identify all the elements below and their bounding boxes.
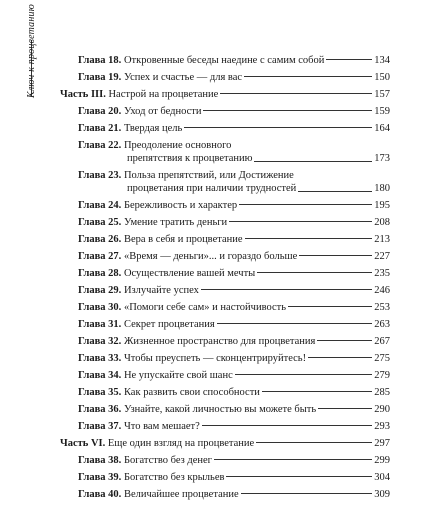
toc-entry-page: 157: [374, 88, 390, 100]
toc-chapter-entry: [60, 452, 390, 469]
dot-leader: [256, 442, 372, 443]
toc-chapter-entry: [60, 214, 390, 231]
dot-leader: [217, 323, 373, 324]
toc-entry-page: 299: [374, 454, 390, 466]
toc-entry-page: 293: [374, 420, 390, 432]
toc-entry-title: Уход от бедности: [123, 105, 202, 117]
toc-entry-title: «Время — деньги»... и гораздо больше: [123, 250, 298, 262]
toc-entry-title: Не упускайте свой шанс: [123, 369, 233, 381]
toc-entry-page: 279: [374, 369, 390, 381]
toc-entry-label: Глава 38.: [78, 454, 122, 466]
toc-entry-title: Величайшее процветание: [123, 488, 239, 500]
toc-entry-label: Глава 22.: [78, 140, 122, 151]
toc-part-entry: [60, 435, 390, 452]
toc-entry-page: 227: [374, 250, 390, 262]
dot-leader: [235, 374, 373, 375]
dot-leader: [326, 59, 372, 60]
toc-entry-label: Глава 31.: [78, 318, 122, 330]
toc-entry-label: Глава 39.: [78, 471, 122, 483]
toc-entry-title: Успех и счастье — для вас: [123, 71, 243, 83]
toc-entry-label: Глава 19.: [78, 71, 122, 83]
dot-leader: [308, 357, 372, 358]
toc-chapter-entry: [60, 282, 390, 299]
toc-entry-title: Чтобы преуспеть — сконцентрируйтесь!: [123, 352, 307, 364]
toc-entry-page: 275: [374, 352, 390, 364]
toc-entry-title: Еще один взгляд на процветание: [107, 437, 255, 449]
toc-chapter-entry: [60, 265, 390, 282]
toc-entry-page: 309: [374, 488, 390, 500]
toc-chapter-entry: [60, 418, 390, 435]
toc-entry-label: Глава 32.: [78, 335, 122, 347]
toc-entry-page: 263: [374, 318, 390, 330]
toc-entry-label: Глава 21.: [78, 122, 122, 134]
toc-entry-title: Умение тратить деньги: [123, 216, 228, 228]
toc-entry-title: Узнайте, какой личностью вы можете быть: [123, 403, 317, 415]
toc-entry-label: Глава 34.: [78, 369, 122, 381]
toc-entry-label: Глава 37.: [78, 420, 122, 432]
dot-leader: [262, 391, 372, 392]
toc-entry-label: Глава 23.: [78, 170, 122, 181]
toc-part-entry: [60, 86, 390, 103]
toc-entry-label: Глава 35.: [78, 386, 122, 398]
dot-leader: [214, 459, 372, 460]
toc-entry-label: Глава 30.: [78, 301, 122, 313]
toc-entry-title: Как развить свои способности: [123, 386, 260, 398]
toc-chapter-entry: [60, 367, 390, 384]
toc-entry-label: Глава 40.: [78, 488, 122, 500]
toc-entry-title: Осуществление вашей мечты: [123, 267, 256, 279]
toc-chapter-entry: [60, 384, 390, 401]
toc-entry-label: Глава 20.: [78, 105, 122, 117]
running-head: [22, 4, 42, 500]
dot-leader: [226, 476, 372, 477]
dot-leader: [299, 255, 372, 256]
toc-chapter-entry: [60, 103, 390, 120]
toc-entry-label: Глава 33.: [78, 352, 122, 364]
toc-entry-label: Глава 18.: [78, 54, 122, 66]
table-of-contents: [60, 52, 390, 503]
toc-entry-title: Что вам мешает?: [123, 420, 200, 432]
dot-leader: [203, 110, 372, 111]
toc-entry-page: 213: [374, 233, 390, 245]
toc-entry-page: 159: [374, 105, 390, 117]
toc-chapter-entry: [60, 333, 390, 350]
toc-entry-page: 285: [374, 386, 390, 398]
toc-chapter-entry: [60, 120, 390, 137]
toc-chapter-entry: [60, 469, 390, 486]
toc-chapter-entry: [60, 52, 390, 69]
running-head-title: Ключ к процветанию: [26, 4, 37, 98]
toc-entry-page: 180: [374, 183, 390, 194]
toc-entry-page: 195: [374, 199, 390, 211]
dot-leader: [298, 191, 372, 192]
toc-entry-label: Глава 28.: [78, 267, 122, 279]
toc-entry-title: Польза препятствий, или Достижение: [123, 170, 294, 181]
dot-leader: [244, 76, 372, 77]
toc-entry-page: 208: [374, 216, 390, 228]
toc-entry-title: Бережливость и характер: [123, 199, 238, 211]
toc-chapter-entry: [60, 316, 390, 333]
dot-leader: [220, 93, 372, 94]
toc-entry-label: Глава 26.: [78, 233, 122, 245]
toc-entry-page: 290: [374, 403, 390, 415]
toc-chapter-entry: [60, 69, 390, 86]
toc-entry-page: 267: [374, 335, 390, 347]
dot-leader: [318, 408, 372, 409]
dot-leader: [245, 238, 373, 239]
toc-entry-label: Глава 25.: [78, 216, 122, 228]
dot-leader: [317, 340, 372, 341]
dot-leader: [254, 161, 372, 162]
toc-entry-title: Излучайте успех: [123, 284, 199, 296]
dot-leader: [201, 289, 372, 290]
dot-leader: [184, 127, 372, 128]
toc-entry-title: Преодоление основного: [123, 140, 232, 151]
toc-entry-title: Секрет процветания: [123, 318, 215, 330]
toc-entry-title: Вера в себя и процветание: [123, 233, 243, 245]
toc-entry-page: 246: [374, 284, 390, 296]
toc-chapter-entry: [60, 299, 390, 316]
dot-leader: [202, 425, 372, 426]
dot-leader: [229, 221, 372, 222]
toc-chapter-entry: [60, 486, 390, 503]
toc-entry-page: 253: [374, 301, 390, 313]
toc-entry-page: 173: [374, 153, 390, 164]
toc-entry-title-cont: препятствия к процветанию: [127, 153, 253, 164]
toc-chapter-entry: [60, 350, 390, 367]
toc-entry-title: «Помоги себе сам» и настойчивость: [123, 301, 287, 313]
dot-leader: [288, 306, 372, 307]
toc-entry-label: Глава 29.: [78, 284, 122, 296]
toc-entry-title: Богатство без крыльев: [123, 471, 225, 483]
toc-entry-title: Откровенные беседы наедине с самим собой: [123, 54, 325, 66]
toc-entry-page: 164: [374, 122, 390, 134]
toc-entry-title: Твердая цель: [123, 122, 183, 134]
toc-chapter-entry: [60, 231, 390, 248]
toc-chapter-entry: [60, 197, 390, 214]
toc-entry-page: 297: [374, 437, 390, 449]
toc-chapter-entry: [60, 167, 390, 197]
toc-entry-label: Глава 27.: [78, 250, 122, 262]
toc-entry-title: Жизненное пространство для процветания: [123, 335, 316, 347]
dot-leader: [241, 493, 373, 494]
dot-leader: [257, 272, 372, 273]
toc-entry-title: Настрой на процветание: [108, 88, 219, 100]
toc-entry-label: Часть III.: [60, 88, 106, 100]
toc-entry-page: 304: [374, 471, 390, 483]
toc-entry-page: 235: [374, 267, 390, 279]
toc-chapter-entry: [60, 401, 390, 418]
toc-entry-page: 134: [374, 54, 390, 66]
toc-entry-label: Глава 24.: [78, 199, 122, 211]
toc-chapter-entry: [60, 248, 390, 265]
toc-entry-page: 150: [374, 71, 390, 83]
toc-chapter-entry: [60, 137, 390, 167]
dot-leader: [239, 204, 372, 205]
toc-entry-title-cont: процветания при наличии трудностей: [127, 183, 297, 194]
toc-entry-label: Глава 36.: [78, 403, 122, 415]
toc-entry-title: Богатство без денег: [123, 454, 212, 466]
toc-entry-label: Часть VI.: [60, 437, 106, 449]
